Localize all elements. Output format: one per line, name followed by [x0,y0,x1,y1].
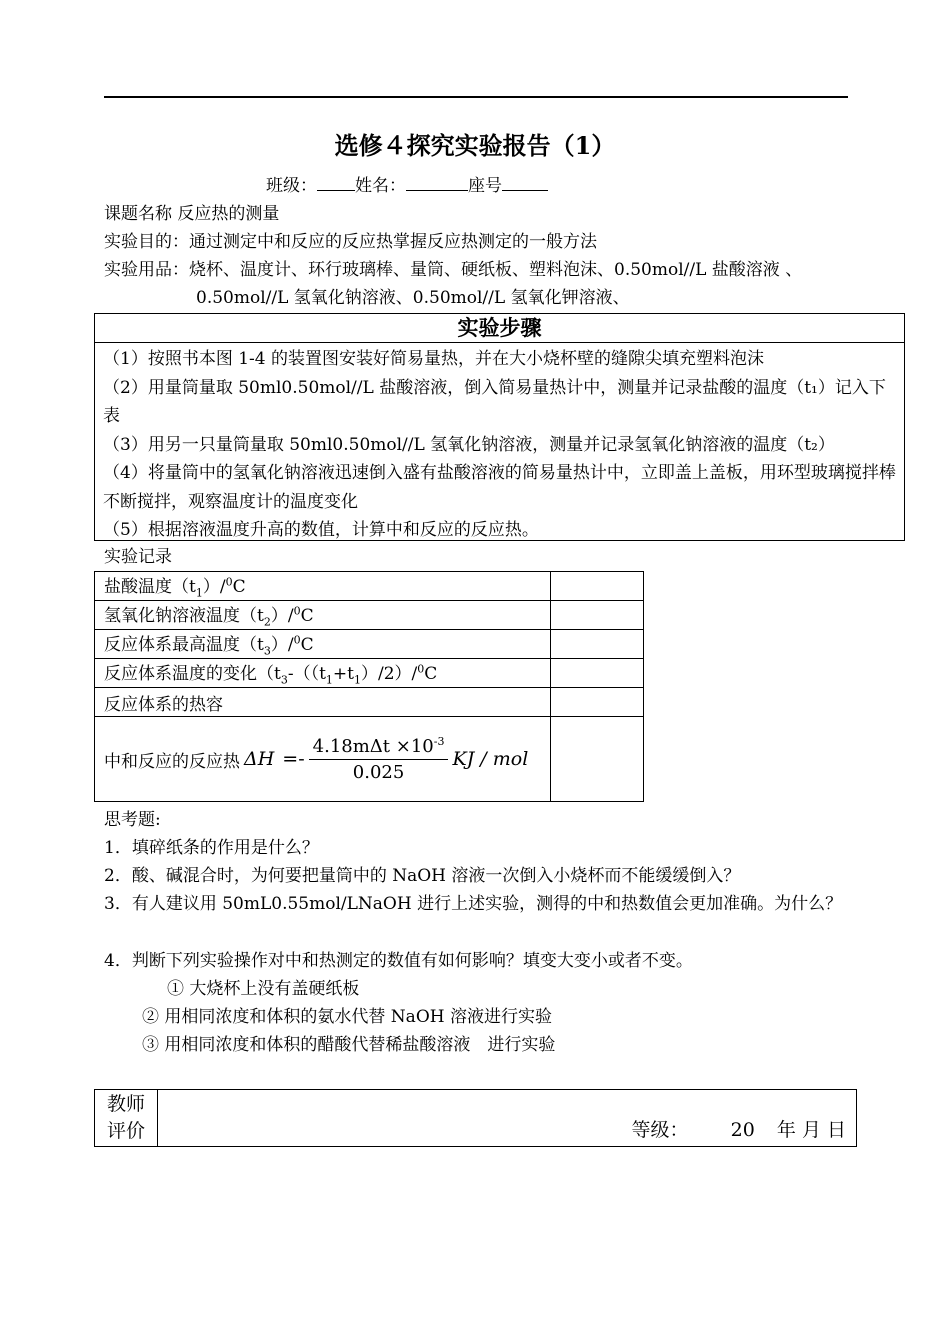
formula-unit: KJ / mol [452,748,529,770]
formula-eq: =- [282,748,305,770]
formula-label: 中和反应的反应热 [104,751,240,772]
page-title: 选修４探究实验报告（1） [334,131,616,160]
record-label: 反应体系最高温度$(t_3)/^0C$ [95,630,551,659]
table-row [95,572,644,601]
year-prefix: 20 [730,1119,755,1141]
questions-heading: 思考题: [104,810,161,830]
formula-numerator: 4.18mΔt ×10 [312,736,434,757]
purpose-line: 实验目的：通过测定中和反应的反应热掌握反应热测定的一般方法 [104,232,597,252]
seat-blank[interactable] [502,172,548,191]
evaluation-content[interactable] [158,1090,857,1147]
formula-fraction [309,735,449,783]
record-value-cell[interactable] [551,572,644,601]
materials-line-2: 0.50mol//L 氢氧化钠溶液、0.50mol//L 氢氧化钾溶液、 [196,288,630,308]
question-4-item-3: ③ 用相同浓度和体积的醋酸代替稀盐酸溶液 进行实验 [142,1035,556,1055]
evaluation-label: 教师 评价 [95,1090,158,1147]
formula-denominator: 0.025 [352,762,405,783]
record-label [95,717,551,802]
step-item: （5）根据溶液温度升高的数值，计算中和反应的反应热。 [103,520,539,540]
materials-line-1: 实验用品：烧杯、温度计、环行玻璃棒、量筒、硬纸板、塑料泡沫、0.50mol//L 盐酸溶液 、 [104,260,803,280]
header-rule [104,96,848,98]
table-row [95,630,644,659]
record-table [94,571,644,802]
class-blank[interactable] [317,172,355,191]
step-item: （2）用量筒量取 50ml0.50mol//L 盐酸溶液，倒入简易量热计中，测量并记录盐酸的温度（t₁）记入下表 [103,377,886,426]
step-item: （1）按照书本图 1-4 的装置图安装好简易量热，并在大小烧杯壁的缝隙尖填充塑料泡沫 [103,349,764,369]
step-item: （4）将量筒中的氢氧化钠溶液迅速倒入盛有盐酸溶液的简易量热计中，立即盖上盖板，用环型玻璃搅拌棒不断搅拌，观察温度计的温度变化 [103,463,896,512]
record-label: 盐酸温度$(t_1)/^0C$ [95,572,551,601]
table-row [95,688,644,717]
record-value-cell[interactable] [551,659,644,688]
table-row [95,1090,857,1147]
question-4-item-1: ① 大烧杯上没有盖硬纸板 [167,979,360,999]
table-row [95,601,644,630]
formula-lhs: ΔH [244,748,275,770]
heat-formula [104,735,528,783]
record-label: 反应体系温度的变化（$t_3-((t_1+t_1)/2)/^0C$ [95,659,551,688]
header-fields [266,172,548,200]
formula-exponent: -3 [433,735,445,748]
record-value-cell[interactable] [551,717,644,802]
class-label: 班级： [266,176,317,196]
question-2: 2．酸、碱混合时，为何要把量筒中的 NaOH 溶液一次倒入小烧杯而不能缓缓倒入？ [104,866,741,886]
question-3: 3．有人建议用 50mL0.55mol/LNaOH 进行上述实验，测得的中和热数值会更加准确。为什么？ [104,894,843,914]
question-4: 4．判断下列实验操作对中和热测定的数值有如何影响？填变大变小或者不变。 [104,951,693,971]
record-value-cell[interactable] [551,630,644,659]
date-label: 年 月 日 [776,1119,846,1141]
seat-label: 座号 [468,176,502,196]
record-value-cell[interactable] [551,688,644,717]
record-label: 氢氧化钠溶液温度$(t_2)/^0C$ [95,601,551,630]
table-row [95,659,644,688]
record-value-cell[interactable] [551,601,644,630]
steps-heading: 实验步骤 [95,314,904,343]
topic-line: 课题名称 反应热的测量 [104,204,280,224]
evaluation-table [94,1089,857,1147]
question-4-item-2: ② 用相同浓度和体积的氨水代替 NaOH 溶液进行实验 [142,1007,552,1027]
steps-box [94,313,905,541]
name-label: 姓名： [355,176,406,196]
record-heading: 实验记录 [104,547,172,567]
steps-list [95,343,904,545]
grade-label: 等级： [631,1119,689,1141]
record-label: 反应体系的热容 [95,688,551,717]
step-item: （3）用另一只量筒量取 50ml0.50mol//L 氢氧化钠溶液，测量并记录氢氧化钠溶液的温度（t₂） [103,434,835,455]
table-row [95,717,644,802]
name-blank[interactable] [406,172,468,191]
question-1: 1．填碎纸条的作用是什么？ [104,838,319,858]
